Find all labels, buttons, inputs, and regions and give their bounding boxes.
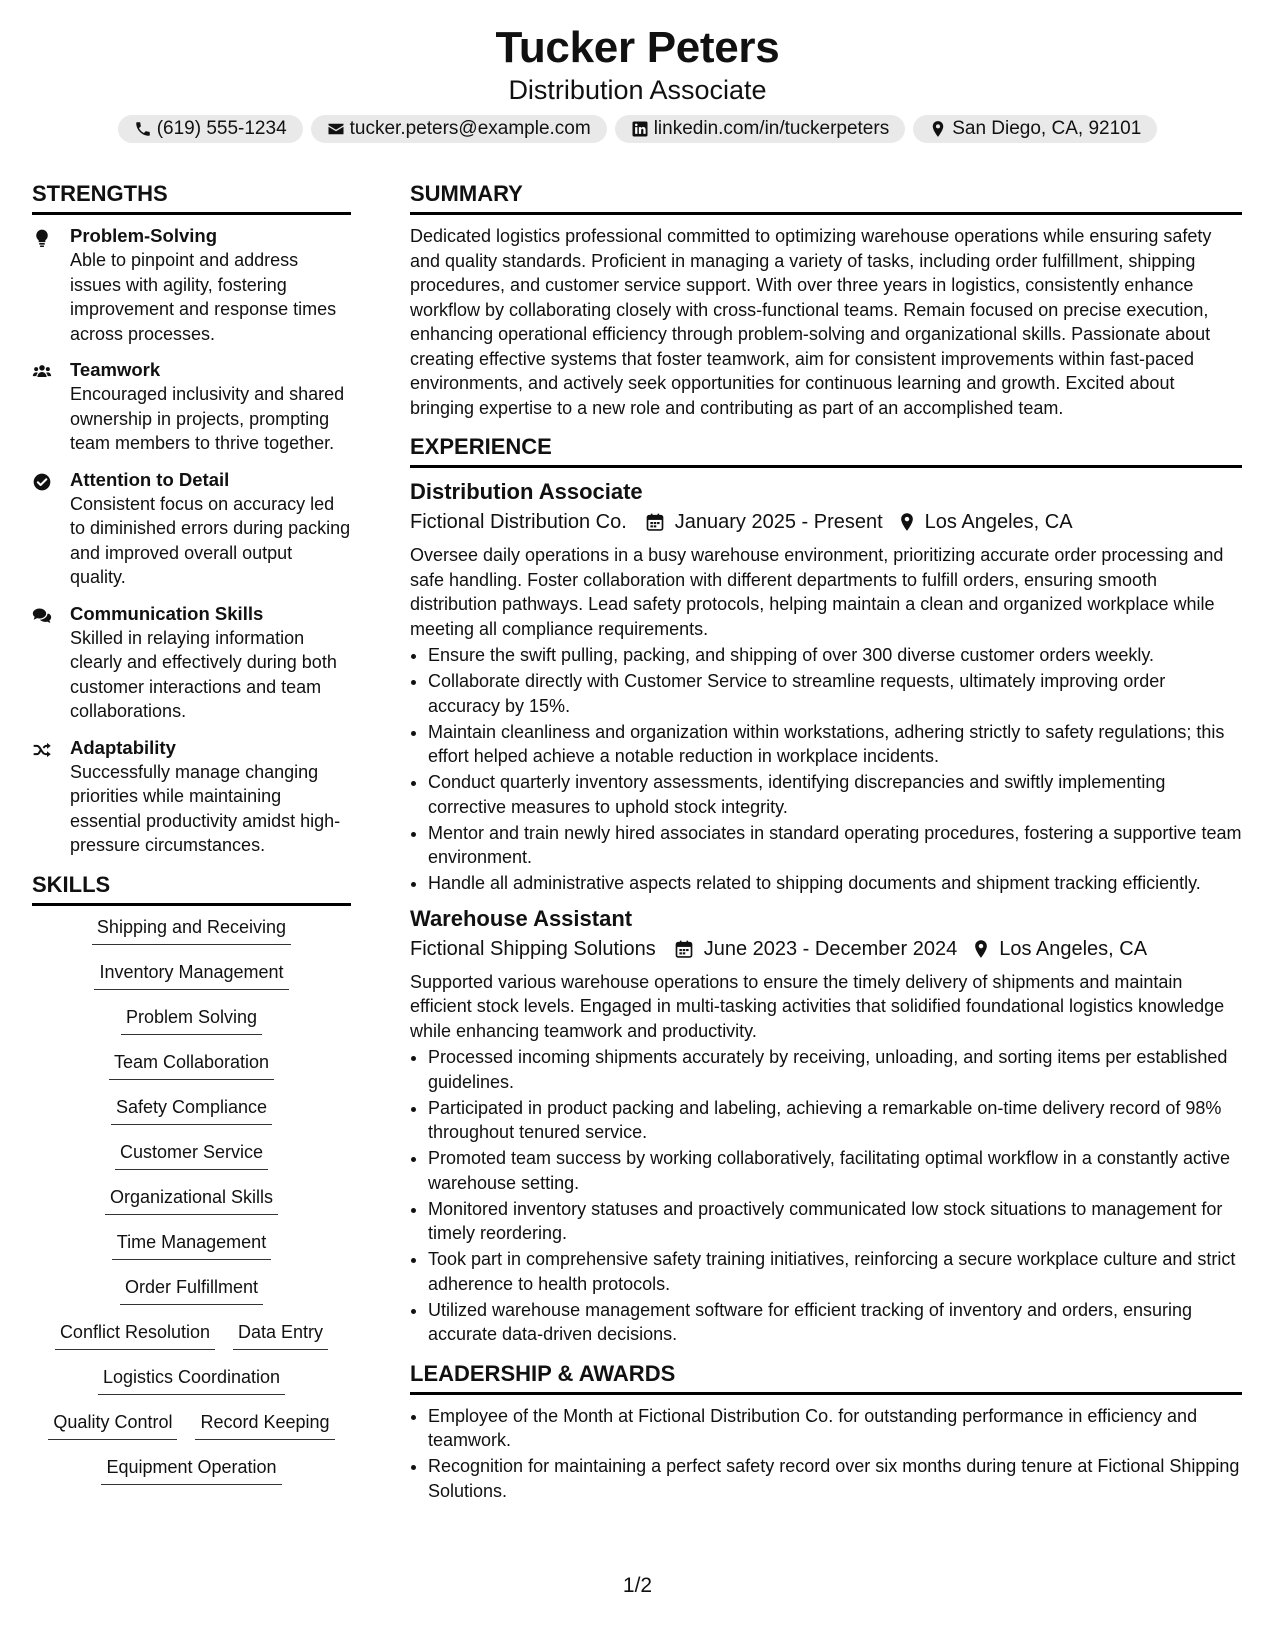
skill-row [32, 1365, 351, 1410]
skill-tag: Logistics Coordination [98, 1365, 285, 1395]
strengths-heading: STRENGTHS [32, 179, 351, 215]
strength-desc: Able to pinpoint and address issues with agility, fostering improvement and response times across processes. [70, 250, 337, 344]
shuffle-icon [32, 740, 52, 760]
skill-row [32, 1185, 351, 1230]
job-description: Oversee daily operations in a busy warehouse environment, prioritizing accurate order processing and safe handling. Foster collaboration with different departments to fulfill orders, ensuring smooth distribution pathways. Lead safety protocols, helping maintain a clean and organized workplace while meeting all compliance requirements. [410, 545, 1224, 639]
skill-row [32, 1275, 351, 1320]
skill-row [32, 1005, 351, 1050]
job-entry [410, 477, 1242, 896]
experience-section [410, 432, 1242, 1347]
job-bullet: • Took part in comprehensive safety training initiatives, reinforcing a secure workplace culture and strict adherence to health protocols. [428, 1247, 1242, 1296]
calendar-icon [645, 512, 665, 532]
check-circle-icon [32, 472, 52, 492]
strength-item [32, 736, 351, 858]
summary-section [410, 179, 1242, 420]
leadership-section [410, 1359, 1242, 1504]
location-text: San Diego, CA, 92101 [952, 118, 1142, 139]
phone-icon [134, 120, 152, 138]
job-bullet: • Maintain cleanliness and organization within workstations, adhering strictly to safety regulations; this effort helped achieve a notable reduction in workplace incidents. [428, 720, 1242, 769]
leadership-heading: LEADERSHIP & AWARDS [410, 1359, 1242, 1395]
skill-tag: Problem Solving [121, 1005, 262, 1035]
skill-row [32, 915, 351, 960]
skill-tag: Time Management [112, 1230, 271, 1260]
linkedin-chip[interactable] [615, 115, 906, 143]
job-bullet: • Handle all administrative aspects related to shipping documents and shipment tracking efficiently. [428, 871, 1242, 896]
skill-row [32, 1095, 351, 1140]
skill-tag: Safety Compliance [111, 1095, 272, 1125]
strength-item [32, 468, 351, 590]
linkedin-text: linkedin.com/in/tuckerpeters [653, 118, 890, 139]
skill-row [32, 960, 351, 1005]
job-company: Fictional Distribution Co. [410, 511, 627, 533]
strength-desc: Skilled in relaying information clearly and effectively during both customer interactions and team collaborations. [70, 627, 337, 721]
skill-row [32, 1410, 351, 1455]
job-bullet: • Collaborate directly with Customer Service to streamline requests, ultimately improving order accuracy by 15%. [428, 669, 1242, 718]
skill-tag: Data Entry [233, 1320, 328, 1350]
map-pin-icon [971, 939, 991, 959]
skill-tag: Customer Service [115, 1140, 268, 1170]
page-number: 1/2 [622, 1574, 653, 1597]
job-bullet: • Processed incoming shipments accurately by receiving, unloading, and sorting items per established guidelines. [428, 1045, 1242, 1094]
job-bullet: • Participated in product packing and labeling, achieving a remarkable on-time delivery record of 98% throughout tenured service. [428, 1096, 1242, 1145]
job-bullet: • Utilized warehouse management software for efficient tracking of inventory and orders, ensuring accurate data-driven decisions. [428, 1298, 1242, 1347]
right-column [410, 179, 1242, 1515]
strength-desc: Encouraged inclusivity and shared ownership in projects, prompting team members to thrive together. [70, 384, 345, 453]
email-chip[interactable] [311, 115, 607, 143]
candidate-name: Tucker Peters [495, 23, 780, 72]
skill-tag: Order Fulfillment [120, 1275, 263, 1305]
skill-row [32, 1230, 351, 1275]
strength-title: Communication Skills [70, 602, 264, 624]
job-bullet: • Mentor and train newly hired associates in standard operating procedures, fostering a supportive team environment. [428, 821, 1242, 870]
location-chip[interactable] [913, 115, 1157, 143]
job-bullet: • Ensure the swift pulling, packing, and shipping of over 300 diverse customer orders weekly. [428, 643, 1242, 668]
strength-title: Adaptability [70, 736, 176, 758]
skill-row [32, 1455, 351, 1500]
job-title: Distribution Associate [410, 479, 643, 504]
job-bullet: • Monitored inventory statuses and proactively communicated low stock situations to management for timely reordering. [428, 1197, 1242, 1246]
skill-tag: Record Keeping [195, 1410, 334, 1440]
comments-icon [32, 606, 52, 626]
job-company: Fictional Shipping Solutions [410, 937, 656, 960]
job-bullet: • Conduct quarterly inventory assessments, identifying discrepancies and swiftly implementing corrective measures to uphold stock integrity. [428, 770, 1242, 819]
experience-heading: EXPERIENCE [410, 432, 1242, 468]
strength-desc: Successfully manage changing priorities while maintaining essential productivity amidst high-pressure circumstances. [70, 761, 341, 855]
skill-tag: Inventory Management [94, 960, 288, 990]
phone-chip[interactable] [118, 115, 303, 143]
skill-tag: Equipment Operation [101, 1455, 281, 1485]
contact-bar [0, 115, 1275, 143]
skill-row [32, 1050, 351, 1095]
calendar-icon [674, 939, 694, 959]
leadership-bullets [410, 1404, 1242, 1504]
strength-title: Attention to Detail [70, 468, 230, 490]
map-pin-icon [897, 512, 917, 532]
resume-header [0, 22, 1275, 143]
strength-item [32, 602, 351, 724]
skills-list [32, 915, 351, 1500]
strength-item [32, 224, 351, 346]
skill-tag: Conflict Resolution [55, 1320, 215, 1350]
strength-title: Problem-Solving [70, 225, 217, 246]
job-dates: June 2023 - December 2024 [703, 937, 958, 960]
skill-row [32, 1320, 351, 1365]
skill-row [32, 1140, 351, 1185]
strength-desc: Consistent focus on accuracy led to diminished errors during packing and improved overall output quality. [70, 493, 351, 587]
lightbulb-icon [32, 228, 52, 248]
job-meta [410, 934, 1242, 964]
summary-text: Dedicated logistics professional committed to optimizing warehouse operations while ensuring safety and quality standards. Proficient in managing a variety of tasks, including order fulfillment, shipping procedures, and customer service support. With over three years in logistics, consistently enhance workflow by collaborating closely with cross-functional teams. Remain focused on precise execution, enhancing operational efficiency through problem-solving and organizational skills. Passionate about creating effective systems that foster teamwork, aim for consistent improvements within fast-paced environments, and actively seek opportunities for continuous learning and growth. Excited about bringing expertise to a new role and contributing as part of an accomplished team. [410, 226, 1212, 418]
job-entry [410, 904, 1242, 1347]
job-description: Supported various warehouse operations to ensure the timely delivery of shipments and maintain efficient stock levels. Engaged in multi-tasking activities that solidified foundational logistics knowledge while enhancing teamwork and productivity. [410, 971, 1225, 1041]
strength-title: Teamwork [70, 359, 161, 380]
linkedin-icon [631, 120, 649, 138]
phone-text: (619) 555-1234 [156, 118, 287, 139]
skill-tag: Shipping and Receiving [92, 915, 291, 945]
email-text: tucker.peters@example.com [349, 118, 591, 139]
job-bullets [410, 1045, 1242, 1347]
job-location: Los Angeles, CA [999, 937, 1148, 960]
job-dates: January 2025 - Present [674, 511, 883, 533]
users-icon [32, 362, 52, 382]
skill-tag: Organizational Skills [105, 1185, 278, 1215]
skills-heading: SKILLS [32, 870, 351, 906]
leadership-bullet: • Recognition for maintaining a perfect safety record over six months during tenure at Fictional Shipping Solutions. [428, 1454, 1242, 1503]
skill-tag: Quality Control [48, 1410, 177, 1440]
leadership-bullet: • Employee of the Month at Fictional Distribution Co. for outstanding performance in efficiency and teamwork. [428, 1404, 1242, 1453]
summary-heading: SUMMARY [410, 179, 1242, 215]
job-bullet: • Promoted team success by working collaboratively, facilitating optimal workflow in a constantly active warehouse setting. [428, 1146, 1242, 1195]
job-bullets [410, 643, 1242, 896]
left-column [32, 179, 351, 1500]
skill-tag: Team Collaboration [109, 1050, 274, 1080]
candidate-title: Distribution Associate [508, 75, 767, 105]
map-pin-icon [929, 120, 947, 138]
strength-item [32, 358, 351, 456]
strengths-list [32, 224, 351, 858]
job-title: Warehouse Assistant [410, 905, 633, 931]
job-meta [410, 507, 1242, 537]
job-location: Los Angeles, CA [924, 511, 1073, 533]
envelope-icon [327, 120, 345, 138]
